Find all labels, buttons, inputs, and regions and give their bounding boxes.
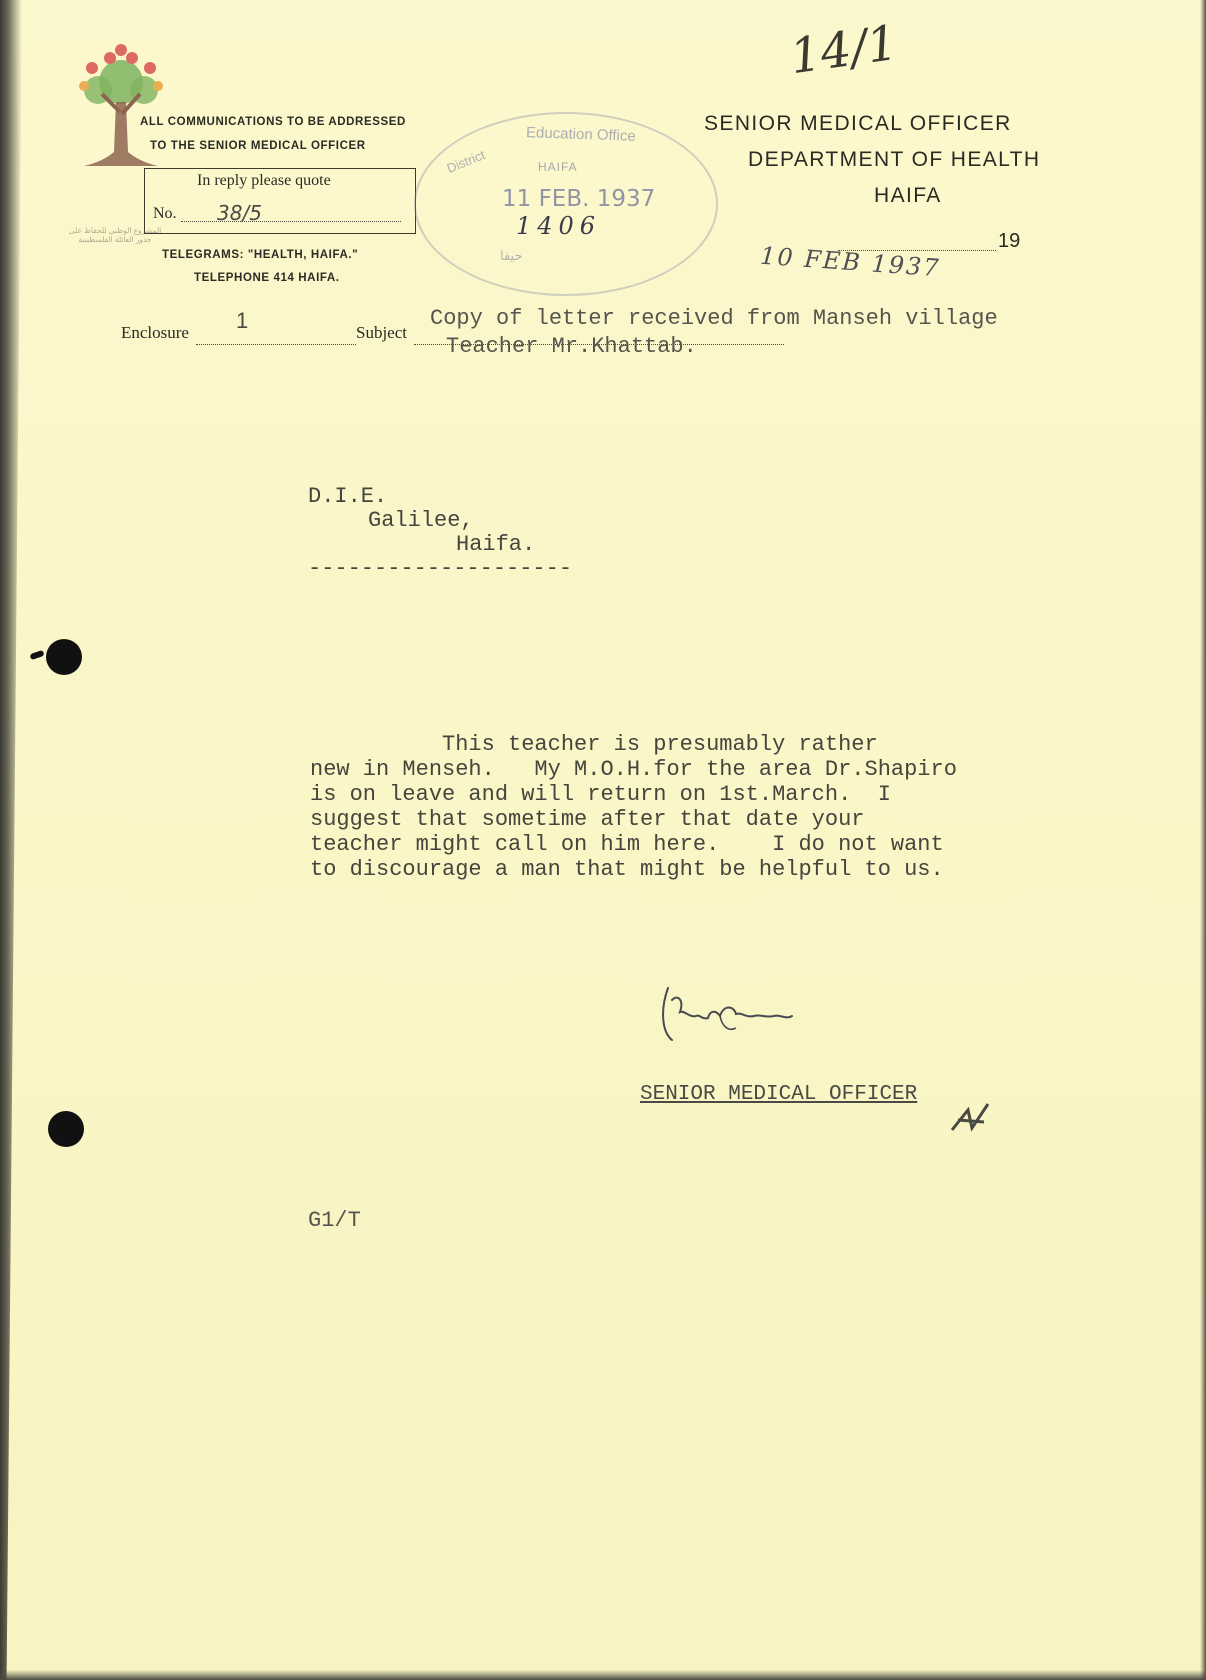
folio-number: 14/1 [786,14,902,86]
recipient-line-2: Galilee, [368,508,474,533]
office-title: SENIOR MEDICAL OFFICER [704,112,1012,135]
reply-quote-box [144,168,416,234]
department-city: HAIFA [874,184,942,207]
subject-line-2: Teacher Mr.Khattab. [446,334,697,359]
recipient-rule: -------------------- [308,556,573,581]
stamp-district: District [444,147,488,176]
recipient-line-1: D.I.E. [308,484,388,509]
stamp-education-office: Education Office [525,124,637,145]
received-date-stamp: 10 FEB 1937 [759,241,942,283]
telegrams-line: TELEGRAMS: "HEALTH, HAIFA." [162,249,359,261]
body-line: to discourage a man that might be helpful to us. [310,857,944,882]
enclosure-label: Enclosure [121,323,189,342]
reply-number-label: No. [153,205,177,222]
stamp-haifa: HAIFA [538,160,578,174]
initials-mark-icon [948,1100,994,1136]
logo-caption-line2: جذور العائلة الفلسطينية [78,235,152,244]
body-line: suggest that sometime after that date your [310,807,865,832]
stamp-arabic: حيفا [500,248,523,263]
stamp-number: 1406 [516,212,602,240]
page-edge-left [0,0,22,1680]
body-line: teacher might call on him here. I do not want [310,832,944,857]
page-edge-right [1200,0,1206,1680]
enclosure-value: 1 [236,308,249,333]
punch-hole-tear [29,650,44,660]
body-line: This teacher is presumably rather [310,732,878,757]
page-edge-bottom [0,1670,1206,1680]
body-line: new in Menseh. My M.O.H.for the area Dr.Shapiro [310,757,957,782]
address-line-2: TO THE SENIOR MEDICAL OFFICER [150,140,366,152]
handwritten-signature [650,980,860,1050]
reply-number-dots [181,221,401,222]
date-year-prefix: 19 [998,230,1021,252]
subject-label: Subject [356,323,407,342]
file-reference: G1/T [308,1208,361,1233]
address-line-1: ALL COMMUNICATIONS TO BE ADDRESSED [140,116,406,128]
department-name: DEPARTMENT OF HEALTH [748,148,1041,171]
recipient-line-3: Haifa. [456,532,536,557]
punch-hole [48,1111,84,1147]
telephone-line: TELEPHONE 414 HAIFA. [194,272,340,284]
logo-caption-line1: المشروع الوطني للحفاظ على [68,226,162,235]
punch-hole [46,639,82,675]
subject-line-1: Copy of letter received from Manseh village [430,306,998,331]
enclosure-dots [196,344,356,345]
reply-label: In reply please quote [197,172,331,189]
education-office-stamp [414,112,718,296]
stamp-date: 11 FEB. 1937 [502,186,656,212]
signature-title: SENIOR MEDICAL OFFICER [640,1083,918,1106]
reply-number-value: 38/5 [217,201,262,225]
family-tree-logo-icon [62,42,180,174]
body-line: is on leave and will return on 1st.March. I [310,782,891,807]
